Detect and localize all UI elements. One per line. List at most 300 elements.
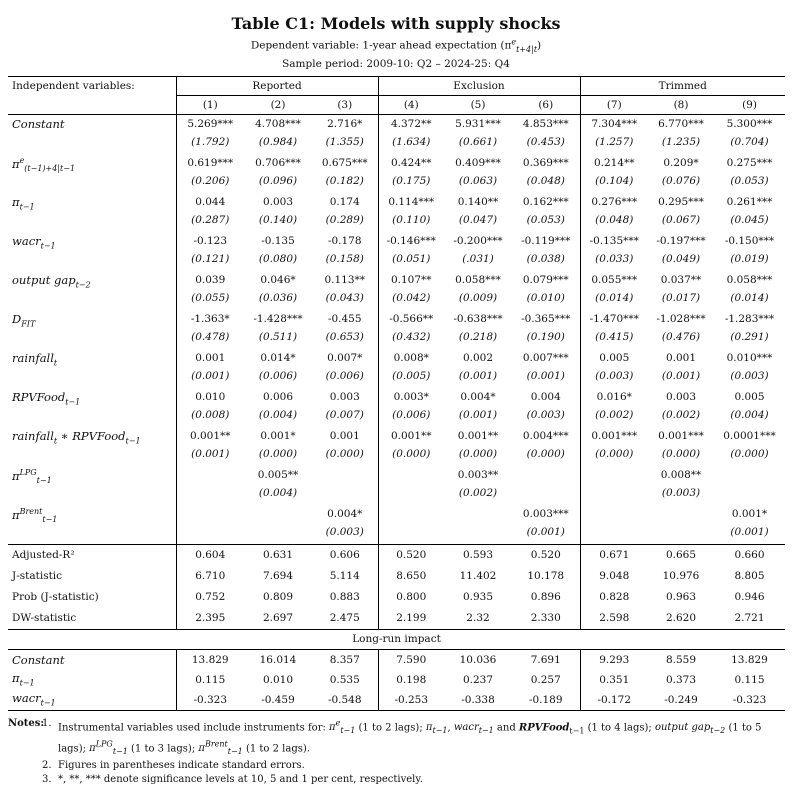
coefficient-cell: 0.001** — [390, 429, 432, 442]
coefficient-cell — [714, 466, 785, 484]
standard-error-cell: (0.001) — [512, 367, 580, 388]
standard-error-cell: (0.453) — [512, 133, 580, 154]
long-run-value: 13.829 — [731, 653, 768, 666]
standard-error-cell: (0.000) — [730, 447, 769, 460]
standard-error-cell — [244, 523, 312, 545]
standard-error-cell: (1.257) — [595, 135, 634, 148]
statistic-value: 0.660 — [714, 544, 785, 566]
coefficient-cell: 0.005 — [734, 390, 765, 403]
coefficient-cell: 0.003 — [262, 195, 294, 208]
coefficient-cell: -1.428*** — [253, 312, 303, 325]
header-column: (7) — [580, 95, 648, 114]
long-run-value: -0.548 — [312, 690, 378, 711]
standard-error-cell: (0.055) — [191, 291, 230, 304]
coefficient-cell: 0.001 — [665, 351, 697, 364]
variable-symbol: π — [12, 468, 20, 483]
statistic-value: 0.665 — [648, 544, 714, 566]
standard-error-cell: (0.001) — [661, 369, 701, 382]
long-run-title-row — [8, 629, 785, 649]
coefficient-cell: 0.295*** — [658, 195, 704, 208]
standard-error-cell: (0.218) — [458, 330, 498, 343]
variable-symbol: Constant — [12, 116, 65, 131]
standard-error-cell: (0.190) — [512, 328, 580, 349]
long-run-value: -0.323 — [176, 690, 244, 711]
coefficient-cell: -1.028*** — [656, 312, 706, 325]
standard-error-cell: (0.001) — [512, 523, 580, 545]
standard-error-cell: (0.047) — [458, 213, 498, 226]
note-2: Figures in parentheses indicate standard errors. — [58, 760, 305, 772]
variable-symbol: ∗ RPVFood — [57, 428, 126, 443]
standard-error-cell: (0.006) — [312, 367, 378, 388]
standard-error-cell — [378, 523, 444, 545]
standard-error-cell: (0.003) — [312, 523, 378, 545]
coefficient-cell: -0.197*** — [656, 234, 706, 247]
statistic-value: 2.475 — [312, 608, 378, 630]
variable-symbol: Constant — [12, 652, 65, 667]
variable-symbol: output gap — [12, 272, 76, 287]
statistic-value: 2.32 — [466, 612, 490, 625]
long-run-value: 16.014 — [259, 653, 297, 666]
statistic-value: 2.598 — [599, 612, 630, 625]
note-1-text: (1 to 2 lags). — [242, 743, 310, 755]
long-run-value: -0.172 — [580, 690, 648, 711]
coefficient-cell: 0.039 — [195, 273, 226, 286]
coefficient-cell: 0.004*** — [512, 427, 580, 445]
coefficient-cell: 0.055*** — [591, 273, 638, 286]
long-run-value: 0.115 — [734, 673, 765, 686]
coefficient-cell: -0.146*** — [386, 234, 436, 247]
coefficient-cell: 4.372** — [390, 117, 432, 130]
coefficient-cell — [176, 505, 244, 523]
standard-error-cell: (0.008) — [191, 408, 230, 421]
long-run-value: -0.338 — [444, 690, 512, 711]
coefficient-cell: 4.853*** — [512, 114, 580, 133]
variable-symbol: D — [12, 311, 22, 326]
note-1-text: (1 to 5 lags); — [58, 721, 762, 755]
statistic-value: 2.697 — [262, 612, 294, 625]
coefficient-cell: -0.178 — [312, 232, 378, 250]
long-run-value: 0.535 — [312, 670, 378, 690]
variable-name — [8, 427, 176, 466]
variable-name — [8, 154, 176, 193]
standard-error-cell: (0.051) — [392, 252, 431, 265]
statistic-value: 0.935 — [462, 591, 494, 604]
coefficient-cell: 0.162*** — [512, 193, 580, 211]
header-column: (5) — [444, 95, 512, 114]
variable-superscript: e — [19, 155, 25, 165]
notes — [8, 717, 783, 787]
header-column: (3) — [312, 95, 378, 114]
coefficient-cell: 0.010 — [195, 390, 226, 403]
note-1: Instrumental variables used include instruments for: $\pi^e_{t-1}$ (1 to 2 lags); $\pi_{t-1}$, wacr$_{t-1}$ and RPVFood$_{t-1}$ (1 to 4 lags); output gap$_{t-2}$ (1 to 5 lags); $\pi^{LPG}_{t-1}$ (1 to 3 lags); $\pi^{Brent}_{t-1}$ (1 to 2 lags). — [58, 718, 762, 757]
coefficient-cell: 0.008* — [393, 351, 429, 364]
standard-error-cell: (0.063) — [458, 174, 498, 187]
coefficient-cell: 5.300*** — [726, 117, 773, 130]
standard-error-cell: (0.291) — [730, 330, 769, 343]
table-row-statistic — [8, 608, 785, 630]
statistic-value: 0.631 — [244, 544, 312, 566]
variable-subscript: t−1 — [125, 435, 141, 445]
standard-error-cell: (1.235) — [661, 135, 701, 148]
coefficient-cell: -0.135 — [261, 234, 295, 247]
standard-error-cell: (0.004) — [258, 486, 298, 499]
coefficient-cell: 0.044 — [195, 195, 226, 208]
coefficient-cell — [444, 505, 512, 523]
statistic-value: 0.752 — [195, 591, 226, 604]
coefficient-cell: 0.010*** — [726, 351, 773, 364]
standard-error-cell: (.031) — [462, 252, 494, 265]
coefficient-cell: 0.007* — [312, 349, 378, 367]
coefficient-cell: 0.004* — [312, 505, 378, 523]
variable-symbol: wacr — [12, 233, 41, 248]
statistic-label: J-statistic — [8, 566, 176, 587]
standard-error-cell: (0.002) — [661, 408, 701, 421]
variable-superscript: LPG — [19, 467, 37, 477]
long-run-value: -0.189 — [512, 690, 580, 711]
coefficient-cell: 0.003** — [457, 468, 499, 481]
statistic-value: 0.593 — [444, 544, 512, 566]
coefficient-cell: 0.107** — [390, 273, 432, 286]
coefficient-cell: 0.174 — [312, 193, 378, 211]
variable-symbol: π — [12, 194, 20, 209]
statistic-value: 2.330 — [512, 608, 580, 630]
coefficient-cell: 0.276*** — [591, 195, 638, 208]
standard-error-cell: (0.002) — [458, 486, 498, 499]
statistic-value: 9.048 — [599, 570, 630, 583]
statistic-value: 0.828 — [599, 591, 630, 604]
coefficient-cell: -0.365*** — [512, 310, 580, 328]
coefficient-cell: -0.455 — [312, 310, 378, 328]
coefficient-cell: 0.140** — [457, 195, 499, 208]
standard-error-cell: (0.053) — [730, 174, 769, 187]
statistic-value: 0.963 — [665, 591, 697, 604]
table-subtitle-dependent — [0, 37, 792, 54]
long-run-value: -0.459 — [244, 690, 312, 711]
statistic-value: 8.650 — [396, 570, 427, 583]
statistic-value: 11.402 — [459, 570, 497, 583]
standard-error-cell: (0.000) — [595, 447, 634, 460]
variable-name — [8, 193, 176, 232]
standard-error-cell: (0.478) — [191, 330, 230, 343]
coefficient-cell: 6.770*** — [658, 117, 704, 130]
standard-error-cell: (0.001) — [730, 525, 769, 538]
statistic-value: 0.520 — [512, 544, 580, 566]
standard-error-cell: (0.006) — [392, 408, 431, 421]
coefficient-cell: -0.119*** — [512, 232, 580, 250]
note-number: 3. — [42, 774, 52, 786]
coefficient-cell — [378, 466, 444, 484]
standard-error-cell: (0.014) — [730, 291, 769, 304]
coefficient-cell — [312, 466, 378, 484]
long-run-value: 8.357 — [312, 649, 378, 670]
table-row-coefficient — [8, 232, 785, 250]
coefficient-cell: -0.638*** — [453, 312, 503, 325]
variable-superscript: Brent — [19, 506, 43, 516]
coefficient-cell: 0.209* — [663, 156, 699, 169]
variable-symbol: π — [12, 671, 20, 686]
standard-error-cell: (0.000) — [258, 447, 298, 460]
standard-error-cell: (0.003) — [661, 486, 701, 499]
statistic-value: 0.606 — [312, 544, 378, 566]
standard-error-cell: (0.009) — [458, 291, 498, 304]
header-column: (1) — [176, 95, 244, 114]
variable-subscript: t−1 — [65, 396, 81, 406]
standard-error-cell — [648, 523, 714, 545]
standard-error-cell: (0.206) — [191, 174, 230, 187]
standard-error-cell: (0.045) — [730, 213, 769, 226]
variable-name — [8, 505, 176, 545]
standard-error-cell: (0.048) — [512, 172, 580, 193]
header-column: (6) — [512, 95, 580, 114]
statistic-label: Prob (J-statistic) — [8, 587, 176, 608]
notes-label: Notes: — [8, 717, 45, 729]
standard-error-cell: (0.007) — [312, 406, 378, 427]
coefficient-cell: 2.716* — [312, 114, 378, 133]
variable-name — [8, 349, 176, 388]
statistic-value: 2.395 — [195, 612, 226, 625]
coefficient-cell: -1.470*** — [589, 312, 639, 325]
standard-error-cell: (0.036) — [258, 291, 298, 304]
standard-error-cell: (0.289) — [312, 211, 378, 232]
long-run-value: 7.691 — [512, 649, 580, 670]
variable-name — [8, 690, 176, 711]
standard-error-cell: (0.661) — [458, 135, 498, 148]
subtitle-sup: e — [511, 37, 517, 46]
table-row-coefficient — [8, 114, 785, 133]
coefficient-cell: 0.369*** — [512, 154, 580, 172]
note-1-text: and — [493, 721, 519, 733]
table-row-statistic — [8, 544, 785, 566]
statistic-value: 2.721 — [734, 612, 765, 625]
variable-subscript: FIT — [21, 318, 36, 328]
coefficient-cell: 0.004 — [512, 388, 580, 406]
coefficient-cell: 0.214** — [593, 156, 635, 169]
statistic-label: DW-statistic — [8, 608, 176, 630]
statistic-value: 0.671 — [580, 544, 648, 566]
statistic-value: 2.620 — [665, 612, 697, 625]
long-run-value: 10.036 — [459, 653, 497, 666]
coefficient-cell: 0.003* — [393, 390, 429, 403]
variable-symbol: π — [12, 156, 20, 171]
variable-symbol: rainfall — [12, 350, 54, 365]
standard-error-cell: (0.287) — [191, 213, 230, 226]
coefficient-cell: 0.001 — [312, 427, 378, 445]
standard-error-cell: (0.003) — [730, 369, 769, 382]
variable-subscript: t — [53, 357, 58, 367]
standard-error-cell: (0.158) — [312, 250, 378, 271]
table-row-coefficient — [8, 271, 785, 289]
variable-subscript: t−1 — [19, 678, 35, 688]
header-column: (9) — [714, 95, 785, 114]
standard-error-cell: (0.043) — [312, 289, 378, 310]
variable-name — [8, 388, 176, 427]
standard-error-cell: (0.001) — [458, 369, 498, 382]
coefficient-cell — [512, 466, 580, 484]
standard-error-cell: (0.003) — [512, 406, 580, 427]
standard-error-cell: (0.476) — [661, 330, 701, 343]
long-run-value: -0.323 — [714, 690, 785, 711]
coefficient-cell: 0.114*** — [388, 195, 435, 208]
standard-error-cell — [580, 523, 648, 545]
coefficient-cell: 0.014* — [260, 351, 296, 364]
note-1-text: (1 to 4 lags); — [584, 721, 655, 733]
coefficient-cell: 0.079*** — [512, 271, 580, 289]
standard-error-cell: (1.634) — [392, 135, 431, 148]
coefficient-cell: 0.261*** — [726, 195, 773, 208]
header-column: (8) — [648, 95, 714, 114]
variable-symbol: rainfall — [12, 428, 54, 443]
standard-error-cell: (0.004) — [258, 408, 298, 421]
coefficient-cell: 0.037** — [660, 273, 702, 286]
standard-error-cell: (0.002) — [595, 408, 634, 421]
standard-error-cell: (0.175) — [392, 174, 431, 187]
standard-error-cell: (0.704) — [730, 135, 769, 148]
variable-name — [8, 466, 176, 505]
coefficient-cell: 0.003*** — [512, 505, 580, 523]
coefficient-cell: -0.200*** — [453, 234, 503, 247]
coefficient-cell: 0.001** — [457, 429, 499, 442]
coefficient-cell: -1.363* — [190, 312, 230, 325]
statistic-value: 0.809 — [262, 591, 294, 604]
statistic-value: 2.199 — [396, 612, 427, 625]
variable-subscript: t−1 — [40, 240, 56, 250]
coefficient-cell: 0.0001*** — [723, 429, 776, 442]
long-run-value: 0.010 — [262, 673, 294, 686]
standard-error-cell — [714, 484, 785, 505]
standard-error-cell: (0.096) — [258, 174, 298, 187]
standard-error-cell: (0.182) — [312, 172, 378, 193]
standard-error-cell: (0.003) — [595, 369, 634, 382]
note-number: 1. — [42, 717, 52, 729]
coefficient-cell: 5.269*** — [187, 117, 234, 130]
coefficient-cell: 0.001 — [195, 351, 226, 364]
standard-error-cell: (0.000) — [512, 445, 580, 466]
long-run-value: 7.590 — [396, 653, 427, 666]
coefficient-cell: -0.566** — [389, 312, 434, 325]
note-1-text: Instrumental variables used include instruments for: — [58, 721, 330, 733]
standard-error-cell: (0.001) — [191, 369, 230, 382]
table-row-coefficient — [8, 310, 785, 328]
coefficient-cell: 0.275*** — [726, 156, 773, 169]
statistic-value: 10.976 — [662, 570, 700, 583]
long-run-value: 0.237 — [462, 673, 494, 686]
coefficient-cell: 0.003 — [312, 388, 378, 406]
variable-name — [8, 271, 176, 310]
standard-error-cell: (0.415) — [595, 330, 634, 343]
coefficient-cell: 0.675*** — [312, 154, 378, 172]
coefficient-cell: 5.931*** — [455, 117, 501, 130]
long-run-value: 0.115 — [195, 673, 226, 686]
coefficient-cell: 7.304*** — [591, 117, 638, 130]
table-row-coefficient — [8, 349, 785, 367]
variable-name — [8, 670, 176, 690]
variable-name — [8, 649, 176, 670]
coefficient-cell: -0.123 — [193, 234, 228, 247]
coefficient-cell: 0.005** — [257, 468, 299, 481]
coefficient-cell — [580, 505, 648, 523]
long-run-value: 0.257 — [512, 670, 580, 690]
coefficient-cell: 0.113** — [312, 271, 378, 289]
standard-error-cell: (0.001) — [458, 408, 498, 421]
table-row-long-run — [8, 649, 785, 670]
statistic-value: 0.520 — [378, 544, 444, 566]
coefficient-cell: -0.135*** — [589, 234, 639, 247]
coefficient-cell — [244, 505, 312, 523]
standard-error-cell: (0.006) — [258, 369, 298, 382]
variable-subscript: t−1 — [36, 475, 52, 485]
standard-error-cell: (0.005) — [392, 369, 431, 382]
header-column: (4) — [378, 95, 444, 114]
standard-error-cell: (0.511) — [258, 330, 298, 343]
coefficient-cell: 0.001*** — [591, 429, 638, 442]
variable-subscript: t−2 — [75, 279, 91, 289]
statistic-value: 7.694 — [262, 570, 294, 583]
coefficient-cell: 0.619*** — [187, 156, 234, 169]
standard-error-cell: (0.080) — [258, 252, 298, 265]
subtitle-text: Dependent variable: 1-year ahead expectation (π — [250, 39, 512, 52]
note-1-text: (1 to 2 lags); — [355, 721, 426, 733]
standard-error-cell: (0.000) — [392, 447, 431, 460]
standard-error-cell: (0.038) — [512, 250, 580, 271]
variable-symbol: RPVFood — [12, 389, 66, 404]
coefficient-cell: 0.409*** — [455, 156, 501, 169]
page — [0, 14, 792, 786]
standard-error-cell — [176, 484, 244, 505]
standard-error-cell: (0.042) — [392, 291, 431, 304]
table-row-coefficient — [8, 427, 785, 445]
standard-error-cell: (0.121) — [191, 252, 230, 265]
variable-subscript: t−1 — [19, 201, 35, 211]
standard-error-cell: (0.017) — [661, 291, 701, 304]
coefficient-cell: 0.424** — [390, 156, 432, 169]
standard-error-cell: (0.053) — [512, 211, 580, 232]
standard-error-cell: (0.048) — [595, 213, 634, 226]
coefficient-cell: 4.708*** — [255, 117, 301, 130]
statistic-value: 0.946 — [734, 591, 765, 604]
header-column: (2) — [244, 95, 312, 114]
standard-error-cell: (0.110) — [392, 213, 431, 226]
table-row-coefficient — [8, 193, 785, 211]
coefficient-cell — [648, 505, 714, 523]
header-group-exclusion: Exclusion — [378, 76, 580, 95]
long-run-value: -0.249 — [648, 690, 714, 711]
note-1-text: (1 to 3 lags); — [127, 743, 199, 755]
table-row-statistic — [8, 587, 785, 608]
coefficient-cell: 0.058*** — [726, 273, 773, 286]
header-independent-variables: Independent variables: — [8, 76, 176, 114]
standard-error-cell: (1.792) — [191, 135, 230, 148]
standard-error-cell — [378, 484, 444, 505]
long-run-title: Long-run impact — [8, 629, 785, 649]
coefficient-cell: 0.001* — [260, 429, 296, 442]
coefficient-cell: 0.003 — [665, 390, 697, 403]
statistic-value: 0.896 — [512, 587, 580, 608]
table-row-coefficient — [8, 154, 785, 172]
coefficient-cell: 0.046* — [260, 273, 296, 286]
statistic-label: Adjusted-R² — [8, 544, 176, 566]
coefficient-cell: 0.007*** — [512, 349, 580, 367]
variable-symbol: π — [12, 507, 20, 522]
coefficient-cell: 0.001** — [189, 429, 231, 442]
variable-name — [8, 310, 176, 349]
coefficient-cell: 0.005 — [599, 351, 630, 364]
standard-error-cell: (0.984) — [258, 135, 298, 148]
statistic-value: 0.883 — [312, 587, 378, 608]
standard-error-cell: (0.000) — [661, 447, 701, 460]
long-run-value: 0.198 — [396, 673, 427, 686]
standard-error-cell: (0.067) — [661, 213, 701, 226]
standard-error-cell: (0.010) — [512, 289, 580, 310]
